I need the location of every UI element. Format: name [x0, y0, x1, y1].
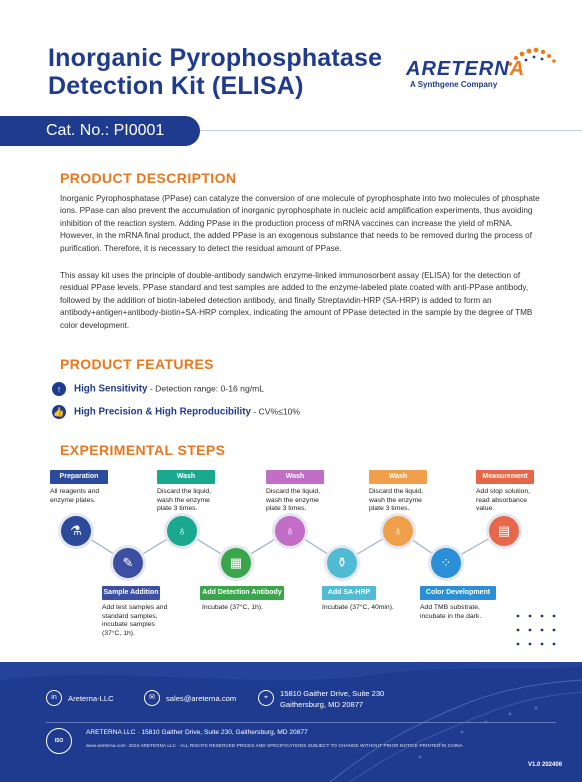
logo-tagline: A Synthgene Company [410, 80, 498, 89]
molecule-icon: ⁘ [431, 548, 461, 578]
step-desc-sa-hrp: Incubate (37°C, 40min). [322, 604, 394, 611]
description-heading: PRODUCT DESCRIPTION [60, 170, 237, 186]
description-paragraph-2: This assay kit uses the principle of double-antibody sandwich enzyme-linked immunosorbent assay (ELISA) for the detection of residual PPase levels. PPase standard and test samples are added to the enzyme-labeled plate coated with anti-PPase antibody, followed by the addition of biotin-labeled detection antibody, and finally Streptavidin-HRP (SA-HRP) is added to form an antibody+antigen+antibody-biotin+SA-HRP complex, indicating the amount of PPase detected in the sample by the degree of TMB color development. [60, 271, 533, 330]
footer-copyright: www.areterna.com ·2024 ARETERNA LLC · ALL RIGHTS RESERVED·PRICES AND SPECIFICATIONS SUBJECT TO CHANGE WITHOUT PRIOR NOTICE·PRINTED IN CHINA [86, 743, 463, 748]
step-label-color-development: Color Development [420, 586, 496, 600]
step-label-wash-1: Wash [157, 470, 215, 484]
step-label-measurement: Measurement [476, 470, 534, 484]
description-paragraph-1: Inorganic Pyrophosphatase (PPase) can catalyze the conversion of one molecule of pyrophosphate into two molecules of phosphate ions. PPase can also prevent the accumulation of inorganic pyrophosphate in nucleic acid amplification experiments, thus avoiding inhibition of the reaction system. Adding PPase in the production process of mRNA vaccines can increase the yield of mRNA. However, in the mRNA final product, the added PPase is an exogenous substance that needs to be removed during the process of purification. Therefore, it is necessary to detect the residual amount of PPase. [60, 194, 540, 253]
step-label-wash-3: Wash [369, 470, 427, 484]
linkedin-icon: in [46, 690, 62, 706]
step-label-sample-addition: Sample Addition [102, 586, 160, 600]
plate-icon: ▦ [221, 548, 251, 578]
catalog-number: Cat. No.: PI0001 [46, 122, 165, 139]
features-heading: PRODUCT FEATURES [60, 356, 214, 372]
step-desc-detection-antibody: Incubate (37°C, 1h). [202, 604, 263, 611]
areterna-logo[interactable] [402, 42, 562, 94]
footer-linkedin[interactable]: Areterna-LLC [68, 694, 114, 703]
arrow-up-icon: ↑ [52, 382, 66, 396]
feature-precision: 👍 High Precision & High Reproducibility - CV%≤10% [53, 406, 301, 418]
step-desc-wash-1: Discard the liquid, wash the enzyme plate 3 times. [157, 488, 212, 513]
step-desc-color-development: Add TMB substrate, incubate in the dark. [420, 604, 482, 620]
header-divider [200, 130, 582, 131]
footer-corporate-line: ARETERNA LLC · 15810 Gaither Drive, Suite 230, Gaithersburg, MD 20877 [86, 729, 308, 736]
certification-seal: ISO [46, 728, 72, 754]
page-title [48, 44, 408, 100]
wash-drop-icon: ♁ [167, 516, 197, 546]
steps-heading: EXPERIMENTAL STEPS [60, 442, 226, 458]
flask-icon: ⚱ [327, 548, 357, 578]
test-tube-icon: ⚗ [61, 516, 91, 546]
step-label-sa-hrp: Add SA-HRP [322, 586, 376, 600]
step-desc-wash-3: Discard the liquid, wash the enzyme plate 3 times. [369, 488, 424, 513]
step-label-preparation: Preparation [50, 470, 108, 484]
decorative-dot-grid [514, 612, 560, 648]
step-desc-preparation: All reagents and enzyme plates. [50, 488, 100, 504]
logo-wordmark: ARETERNA [406, 58, 526, 80]
step-desc-measurement: Add stop solution, read absorbance value. [476, 488, 531, 513]
title-line-2: Detection Kit (ELISA) [48, 72, 304, 100]
footer-divider [46, 722, 556, 723]
footer-address-1: 15810 Gaither Drive, Suite 230 [280, 689, 385, 698]
footer [0, 662, 582, 782]
footer-address-2: Gaithersburg, MD 20877 [280, 700, 364, 709]
wash-drop-icon: ♁ [275, 516, 305, 546]
pipette-icon: ✎ [113, 548, 143, 578]
experimental-steps [0, 462, 582, 662]
location-icon: ⌖ [258, 690, 274, 706]
catalog-number-bar [0, 116, 200, 146]
email-icon: ✉ [144, 690, 160, 706]
wash-drop-icon: ♁ [383, 516, 413, 546]
clipboard-icon: ▤ [489, 516, 519, 546]
title-line-1: Inorganic Pyrophosphatase [48, 44, 383, 72]
feature-sensitivity: ↑ High Sensitivity - Detection range: 0-16 ng/mL [52, 382, 264, 396]
step-label-wash-2: Wash [266, 470, 324, 484]
document-version: V1.0 202406 [528, 762, 563, 768]
thumbs-up-icon: 👍 [53, 407, 65, 417]
step-desc-wash-2: Discard the liquid, wash the enzyme plate 3 times. [266, 488, 321, 513]
step-label-detection-antibody: Add Detection Antibody [200, 586, 284, 600]
step-desc-sample-addition: Add test samples and standard samples, incubate samples (37°C, 1h). [102, 604, 168, 637]
footer-email[interactable]: sales@areterna.com [166, 694, 237, 703]
